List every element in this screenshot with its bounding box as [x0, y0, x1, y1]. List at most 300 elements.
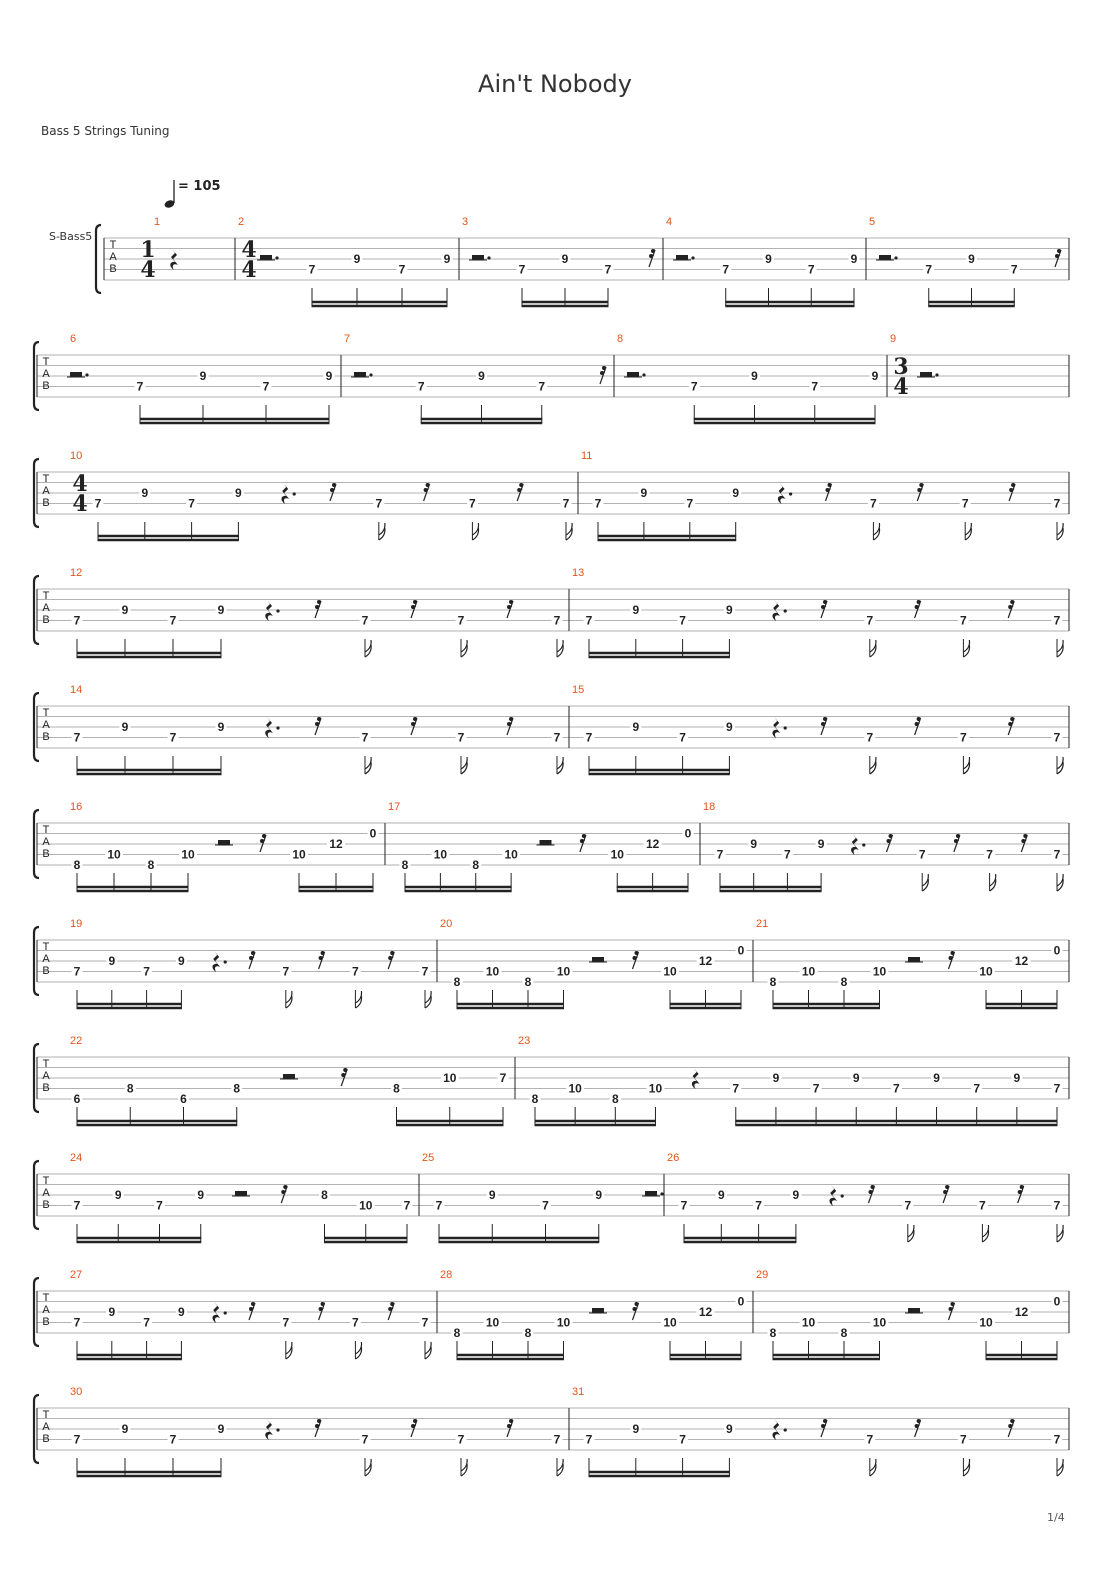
rest-dot	[293, 492, 296, 495]
fret-number: 7	[585, 730, 593, 745]
fret-number: 10	[107, 847, 121, 862]
measure	[140, 216, 178, 283]
tuning-label: Bass 5 Strings Tuning	[41, 124, 170, 138]
quarter-rest	[265, 1419, 273, 1440]
fret-number: 10	[504, 847, 518, 862]
time-signature-top: 1	[140, 237, 156, 263]
tab-clef: T	[42, 1409, 50, 1421]
fret-number: 12	[329, 837, 343, 851]
measure	[756, 918, 1063, 1008]
fret-number: 6	[73, 1092, 81, 1106]
fret-number: 7	[870, 496, 877, 511]
fret-number: 7	[784, 847, 791, 862]
tab-clef: A	[42, 602, 50, 614]
fret-number: 7	[1053, 1432, 1061, 1447]
fret-number: 7	[1053, 613, 1061, 628]
tab-clef: B	[42, 1082, 50, 1094]
measure-number: 26	[667, 1152, 680, 1164]
fret-number: 8	[321, 1188, 328, 1202]
fret-number: 9	[792, 1188, 800, 1202]
fret-number: 10	[979, 964, 993, 979]
measure	[422, 1152, 664, 1242]
rest-dot	[224, 960, 227, 963]
fret-number: 10	[359, 1198, 373, 1213]
fret-number: 7	[604, 262, 612, 277]
rest-dot	[784, 609, 787, 612]
tab-clef: T	[42, 590, 50, 602]
measure-number: 27	[70, 1269, 83, 1281]
measure	[70, 1035, 509, 1125]
fret-number: 7	[73, 1198, 81, 1213]
fret-number: 7	[585, 613, 593, 628]
fret-number: 8	[524, 1326, 532, 1340]
tab-clef: A	[109, 251, 117, 263]
fret-number: 9	[443, 252, 451, 266]
fret-number: 7	[308, 262, 316, 277]
system	[34, 1152, 1069, 1242]
fret-number: 12	[698, 954, 713, 968]
fret-number: 7	[282, 1315, 290, 1330]
half-rest	[908, 957, 920, 962]
fret-number: 7	[1053, 730, 1061, 745]
measure	[581, 450, 1063, 540]
fret-number: 7	[811, 379, 819, 394]
fret-number: 7	[553, 730, 561, 745]
fret-number: 7	[361, 1432, 369, 1447]
fret-number: 7	[169, 613, 177, 628]
measure-number: 22	[70, 1035, 83, 1047]
quarter-rest	[772, 600, 780, 621]
measure-number: 5	[869, 216, 876, 228]
time-signature-top: 3	[893, 354, 909, 380]
fret-number: 7	[156, 1198, 163, 1213]
half-rest	[676, 255, 688, 260]
fret-number: 9	[1013, 1071, 1021, 1085]
fret-number: 7	[421, 1315, 429, 1330]
fret-number: 7	[960, 730, 967, 745]
fret-number: 9	[488, 1188, 496, 1202]
fret-number: 7	[457, 613, 465, 628]
measure-number: 4	[666, 216, 673, 228]
fret-number: 7	[553, 1432, 561, 1447]
fret-number: 9	[933, 1071, 940, 1085]
measure-number: 21	[756, 918, 769, 930]
fret-number: 7	[918, 847, 926, 862]
rest-dot	[894, 256, 897, 259]
fret-number: 0	[1053, 1294, 1061, 1309]
measure-number: 15	[572, 684, 585, 696]
measure	[70, 1269, 431, 1359]
fret-number: 12	[645, 837, 660, 851]
tab-clef: A	[42, 1304, 50, 1316]
rest-dot	[369, 373, 372, 376]
fret-number: 7	[73, 1315, 81, 1330]
half-rest	[235, 1191, 247, 1196]
measure	[667, 1152, 1063, 1242]
measure-number: 25	[422, 1152, 435, 1164]
fret-number: 9	[199, 369, 207, 383]
system	[34, 333, 1069, 423]
fret-number: 10	[568, 1081, 582, 1096]
fret-number: 7	[732, 1081, 740, 1096]
fret-number: 7	[960, 1432, 967, 1447]
rest-dot	[276, 726, 279, 729]
fret-number: 7	[812, 1081, 820, 1096]
fret-number: 7	[262, 379, 270, 394]
system	[34, 567, 1069, 657]
fret-number: 8	[472, 858, 480, 872]
fret-number: 7	[960, 613, 967, 628]
fret-number: 9	[353, 252, 361, 266]
fret-number: 9	[817, 837, 825, 851]
system	[34, 801, 1069, 891]
fret-number: 9	[632, 1422, 640, 1436]
fret-number: 0	[1053, 943, 1061, 958]
system	[96, 216, 1069, 306]
rest-dot	[275, 256, 278, 259]
system	[34, 684, 1069, 774]
fret-number: 7	[542, 1198, 549, 1213]
tab-clef: T	[42, 1292, 50, 1304]
rest-dot	[784, 1428, 787, 1431]
fret-number: 7	[893, 1081, 900, 1096]
fret-number: 7	[457, 1432, 465, 1447]
measure-number: 11	[581, 450, 593, 462]
measure	[869, 216, 1061, 306]
quarter-rest	[281, 483, 289, 504]
fret-number: 7	[973, 1081, 981, 1096]
song-title: Ain't Nobody	[478, 70, 632, 98]
tab-clef: T	[42, 1175, 50, 1187]
tab-clef: A	[42, 953, 50, 965]
fret-number: 9	[726, 1422, 733, 1436]
tab-clef: A	[42, 719, 50, 731]
fret-number: 10	[292, 847, 306, 862]
fret-number: 7	[352, 1315, 359, 1330]
fret-number: 8	[233, 1081, 241, 1096]
measure-number: 2	[238, 216, 245, 228]
measure	[440, 918, 747, 1008]
fret-number: 9	[750, 837, 758, 851]
tab-clef: B	[42, 848, 50, 860]
measure	[666, 216, 860, 306]
quarter-rest	[778, 483, 786, 504]
half-rest	[472, 255, 484, 260]
fret-number: 9	[217, 603, 225, 617]
fret-number: 9	[217, 1422, 225, 1436]
fret-number: 7	[755, 1198, 762, 1213]
rest-dot	[85, 373, 88, 376]
measure-number: 12	[70, 567, 83, 579]
fret-number: 7	[375, 496, 383, 511]
rest-dot	[935, 373, 938, 376]
tab-clef: B	[42, 1316, 50, 1328]
quarter-rest	[212, 951, 220, 972]
fret-number: 7	[1010, 262, 1018, 277]
tab-clef: B	[42, 965, 50, 977]
fret-number: 10	[979, 1315, 993, 1330]
measure	[572, 684, 1063, 774]
fret-number: 10	[648, 1081, 663, 1096]
quarter-rest	[851, 834, 859, 855]
fret-number: 7	[143, 964, 150, 979]
fret-number: 7	[499, 1071, 507, 1085]
fret-number: 7	[585, 1432, 593, 1447]
measure	[462, 216, 655, 306]
measure-number: 3	[462, 216, 469, 228]
measure	[617, 333, 881, 423]
fret-number: 8	[840, 975, 848, 989]
fret-number: 7	[961, 496, 969, 511]
fret-number: 12	[1014, 1305, 1029, 1319]
fret-number: 9	[732, 486, 740, 500]
measure	[572, 1386, 1063, 1476]
tab-clef: T	[109, 239, 117, 251]
measure	[70, 918, 431, 1008]
measure-number: 31	[572, 1386, 585, 1398]
fret-number: 8	[840, 1326, 848, 1340]
fret-number: 7	[1053, 496, 1061, 511]
quarter-rest	[692, 1068, 700, 1089]
measure	[703, 801, 1063, 891]
fret-number: 9	[717, 1188, 725, 1202]
fret-number: 7	[866, 1432, 874, 1447]
half-rest	[218, 840, 230, 845]
tab-clef: T	[42, 707, 50, 719]
measure-number: 23	[518, 1035, 531, 1047]
tab-clef: A	[42, 368, 50, 380]
quarter-rest	[772, 717, 780, 738]
rest-dot	[691, 256, 694, 259]
measure-number: 8	[617, 333, 624, 345]
fret-number: 7	[925, 262, 933, 277]
fret-number: 8	[524, 975, 532, 989]
fret-number: 9	[197, 1188, 205, 1202]
time-signature-top: 4	[72, 471, 88, 497]
fret-number: 0	[369, 826, 377, 841]
fret-number: 7	[518, 262, 526, 277]
tab-clef: T	[42, 473, 50, 485]
half-rest	[908, 1308, 920, 1313]
rest-dot	[642, 373, 645, 376]
fret-number: 9	[178, 1305, 185, 1319]
system	[34, 1386, 1069, 1476]
fret-number: 7	[361, 730, 369, 745]
tab-clef: A	[42, 836, 50, 848]
fret-number: 8	[453, 1326, 461, 1340]
fret-number: 8	[147, 858, 155, 872]
page-number: 1/4	[1047, 1511, 1065, 1524]
half-rest	[354, 372, 366, 377]
fret-number: 7	[979, 1198, 986, 1213]
rest-dot	[784, 726, 787, 729]
tempo-value: = 105	[178, 179, 221, 194]
fret-number: 7	[1053, 1198, 1061, 1213]
measure-number: 7	[344, 333, 351, 345]
measure	[70, 450, 572, 540]
fret-number: 7	[73, 730, 81, 745]
fret-number: 10	[872, 1315, 887, 1330]
fret-number: 7	[679, 613, 686, 628]
half-rest	[260, 255, 272, 260]
fret-number: 7	[553, 613, 561, 628]
tab-clef: B	[42, 614, 50, 626]
half-rest	[283, 1074, 295, 1079]
system	[34, 1269, 1069, 1359]
fret-number: 7	[807, 262, 815, 277]
measure	[388, 801, 694, 891]
fret-number: 8	[769, 1326, 777, 1340]
measure	[572, 567, 1063, 657]
measure-number: 19	[70, 918, 83, 930]
fret-number: 10	[801, 964, 816, 979]
fret-number: 8	[769, 975, 777, 989]
fret-number: 7	[403, 1198, 411, 1213]
measure	[344, 333, 606, 423]
fret-number: 7	[143, 1315, 150, 1330]
system	[34, 918, 1069, 1008]
measure-number: 30	[70, 1386, 83, 1398]
fret-number: 7	[679, 1432, 686, 1447]
fret-number: 10	[663, 964, 677, 979]
fret-number: 10	[610, 847, 624, 862]
measure-number: 16	[70, 801, 83, 813]
fret-number: 6	[180, 1092, 187, 1106]
rest-dot	[789, 492, 792, 495]
measure	[70, 1152, 413, 1242]
fret-number: 9	[632, 603, 640, 617]
quarter-rest	[265, 600, 273, 621]
half-rest	[627, 372, 639, 377]
fret-number: 7	[398, 262, 406, 277]
fret-number: 9	[852, 1071, 860, 1085]
fret-number: 9	[121, 720, 129, 734]
half-rest	[540, 840, 552, 845]
fret-number: 7	[73, 1432, 81, 1447]
fret-number: 8	[73, 858, 81, 872]
fret-number: 7	[169, 1432, 177, 1447]
half-rest	[70, 372, 82, 377]
quarter-rest	[265, 717, 273, 738]
fret-number: 7	[169, 730, 177, 745]
fret-number: 10	[181, 847, 195, 862]
fret-number: 9	[108, 954, 116, 968]
fret-number: 9	[968, 252, 975, 266]
quarter-rest	[772, 1419, 780, 1440]
fret-number: 9	[772, 1071, 780, 1085]
fret-number: 9	[478, 369, 485, 383]
fret-number: 8	[453, 975, 461, 989]
fret-number: 10	[556, 1315, 571, 1330]
fret-number: 0	[737, 943, 745, 958]
fret-number: 9	[595, 1188, 603, 1202]
fret-number: 7	[417, 379, 425, 394]
fret-number: 9	[235, 486, 242, 500]
fret-number: 7	[686, 496, 694, 511]
fret-number: 10	[872, 964, 887, 979]
fret-number: 7	[904, 1198, 912, 1213]
fret-number: 7	[73, 613, 81, 628]
measure	[440, 1269, 747, 1359]
fret-number: 7	[457, 730, 465, 745]
system	[34, 450, 1069, 540]
fret-number: 10	[485, 1315, 500, 1330]
fret-number: 12	[698, 1305, 713, 1319]
measure-number: 20	[440, 918, 453, 930]
rest-dot	[224, 1311, 227, 1314]
fret-number: 10	[556, 964, 571, 979]
fret-number: 7	[435, 1198, 443, 1213]
system	[34, 1035, 1069, 1125]
fret-number: 9	[217, 720, 225, 734]
measure-number: 13	[572, 567, 585, 579]
measure	[70, 567, 563, 657]
fret-number: 7	[282, 964, 290, 979]
fret-number: 7	[594, 496, 602, 511]
fret-number: 12	[1014, 954, 1029, 968]
half-rest	[592, 1308, 604, 1313]
fret-number: 8	[531, 1092, 539, 1106]
measure-number: 17	[388, 801, 401, 813]
measure	[890, 333, 939, 400]
fret-number: 7	[722, 262, 730, 277]
tab-clef: A	[42, 1070, 50, 1082]
measure	[756, 1269, 1063, 1359]
fret-number: 7	[469, 496, 476, 511]
tab-clef: B	[42, 380, 50, 392]
tab-clef: T	[42, 824, 50, 836]
measure-number: 24	[70, 1152, 83, 1164]
fret-number: 9	[726, 720, 733, 734]
fret-number: 7	[73, 964, 81, 979]
tab-clef: B	[109, 263, 117, 275]
fret-number: 8	[126, 1081, 134, 1096]
measure	[518, 1035, 1063, 1125]
tab-clef: B	[42, 1433, 50, 1445]
fret-number: 10	[443, 1071, 457, 1085]
fret-number: 8	[401, 858, 409, 872]
fret-number: 9	[726, 603, 733, 617]
tab-clef: B	[42, 1199, 50, 1211]
fret-number: 9	[850, 252, 858, 266]
rest-dot	[841, 1194, 844, 1197]
fret-number: 0	[737, 1294, 745, 1309]
fret-number: 7	[562, 496, 570, 511]
fret-number: 7	[866, 613, 874, 628]
measure-number: 6	[70, 333, 77, 345]
fret-number: 9	[108, 1305, 116, 1319]
fret-number: 10	[663, 1315, 677, 1330]
fret-number: 9	[114, 1188, 122, 1202]
time-signature-bottom: 4	[140, 257, 156, 283]
quarter-rest	[212, 1302, 220, 1323]
tab-clef: T	[42, 941, 50, 953]
tab-clef: B	[42, 731, 50, 743]
measure-number: 14	[70, 684, 83, 696]
fret-number: 9	[325, 369, 333, 383]
rest-dot	[487, 256, 490, 259]
fret-number: 9	[640, 486, 648, 500]
fret-number: 7	[680, 1198, 688, 1213]
fret-number: 9	[632, 720, 640, 734]
measure-number: 1	[154, 216, 161, 228]
measure-number: 29	[756, 1269, 769, 1281]
fret-number: 7	[716, 847, 724, 862]
quarter-rest	[829, 1185, 837, 1206]
tab-clef: A	[42, 1421, 50, 1433]
half-rest	[920, 372, 932, 377]
fret-number: 9	[121, 603, 129, 617]
